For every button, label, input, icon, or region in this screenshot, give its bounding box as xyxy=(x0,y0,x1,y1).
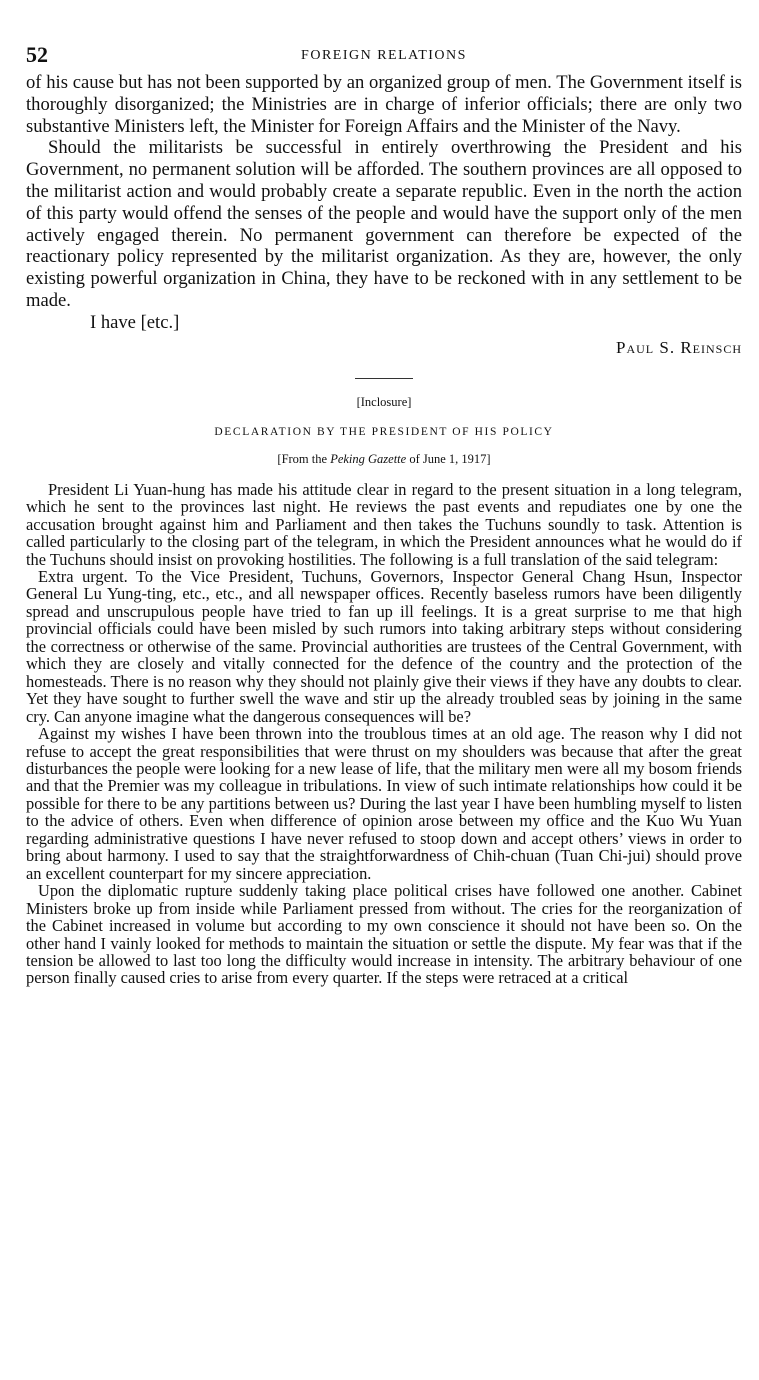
letter-paragraph: Should the militarists be successful in entirely overthrowing the President and his Government, no permanent solution will be afforded. The southern provinces are all opposed to the militarist action and would probably create a separate republic. Even in the north the action of this party would offend the senses of the people and would have the support only of the men actively engaged therein. No permanent government can therefore be expected of the reactionary policy represented by the militarist organization. As they are, however, the only existing powerful organization in China, they have to be reckoned with in any settlement to be made. xyxy=(26,137,742,311)
source-suffix: of June 1, 1917] xyxy=(406,451,491,466)
source-note xyxy=(26,452,742,467)
source-publication: Peking Gazette xyxy=(330,451,407,466)
letter-closing: I have [etc.] xyxy=(90,311,180,333)
letter-body xyxy=(26,72,742,312)
running-title: FOREIGN RELATIONS xyxy=(301,48,467,63)
section-divider xyxy=(355,378,413,379)
telegram-paragraph: Against my wishes I have been thrown into the troublous times at an old age. The reason why I did not refuse to accept the great responsibilities that were thrust on my shoulders was because that after the great disturbances the people were looking for a new lease of life, that the military men were all my bosom friends and that the Premier was my colleague in tribulations. In view of such intimate relationships how could it be possible for there to be any partitions between us? During the last year I have been humbling myself to listen to the advice of others. Even when difference of opinion arose between my office and the Kuo Wu Yuan regarding administrative questions I have never refused to stoop down and accept others’ views in order to bring about harmony. I used to say that the straightforwardness of Chih-chuan (Tuan Chi-jui) should prove an excellent counterpart for my sincere appreciation. xyxy=(26,724,742,883)
telegram-paragraph: Extra urgent. To the Vice President, Tuchuns, Governors, Inspector General Chang Hsun, Inspector General Lu Yung-ting, etc., etc., and all newspaper offices. Recently baseless rumors have been diligently spread and unscrupulous people have tried to fan up ill feelings. It is a great surprise to me that high provincial officials could have been misled by such rumors into taking arbitrary steps without considering the correctness or otherwise of the same. Provincial authorities are trustees of the Central Government, with which they are closely and vitally connected for the defence of the country and the protection of the homesteads. There is no reason why they should not plainly give their views if they have any doubts to clear. Yet they have sought to further swell the wave and stir up the already troubled seas by joining in the same cry. Can anyone imagine what the dangerous consequences will be? xyxy=(26,567,742,726)
letter-paragraph: of his cause but has not been supported by an organized group of men. The Government itself is thoroughly disorganized; the Ministries are in charge of inferior officials; there are only two substantive Ministers left, the Minister for Foreign Affairs and the Minister of the Navy. xyxy=(26,72,742,137)
declaration-paragraph: President Li Yuan-hung has made his attitude clear in regard to the present situation in a long telegram, which he sent to the provinces last night. He reviews the past events and repudiates one by one the accusation brought against him and Parliament and then takes the Tuchuns soundly to task. Attention is called particularly to the closing part of the telegram, in which the President announces what he would do if the Tuchuns should insist on provoking hostilities. The following is a full translation of the said telegram: xyxy=(26,479,742,569)
declaration-body xyxy=(26,481,742,987)
inclosure-label: [Inclosure] xyxy=(356,394,412,409)
telegram-paragraph: Upon the diplomatic rupture suddenly taking place political crises have followed one another. Cabinet Ministers broke up from inside while Parliament pressed from without. The cries for the reorganization of the Cabinet increased in volume but according to my own conscience it should not have been so. On the other hand I vainly looked for methods to maintain the situation or settle the dispute. My fear was that if the tension be allowed to last too long the difficulty would increase in intensity. The arbitrary behaviour of one person finally caused cries to arise from every quarter. If the steps were retraced at a critical xyxy=(26,881,742,988)
letter-signature: Paul S. Reinsch xyxy=(616,337,742,357)
declaration-title: DECLARATION BY THE PRESIDENT OF HIS POLICY xyxy=(214,425,554,438)
page-number: 52 xyxy=(26,42,48,67)
document-page xyxy=(26,42,742,987)
running-head xyxy=(26,42,742,72)
source-prefix: [From the xyxy=(277,451,331,466)
